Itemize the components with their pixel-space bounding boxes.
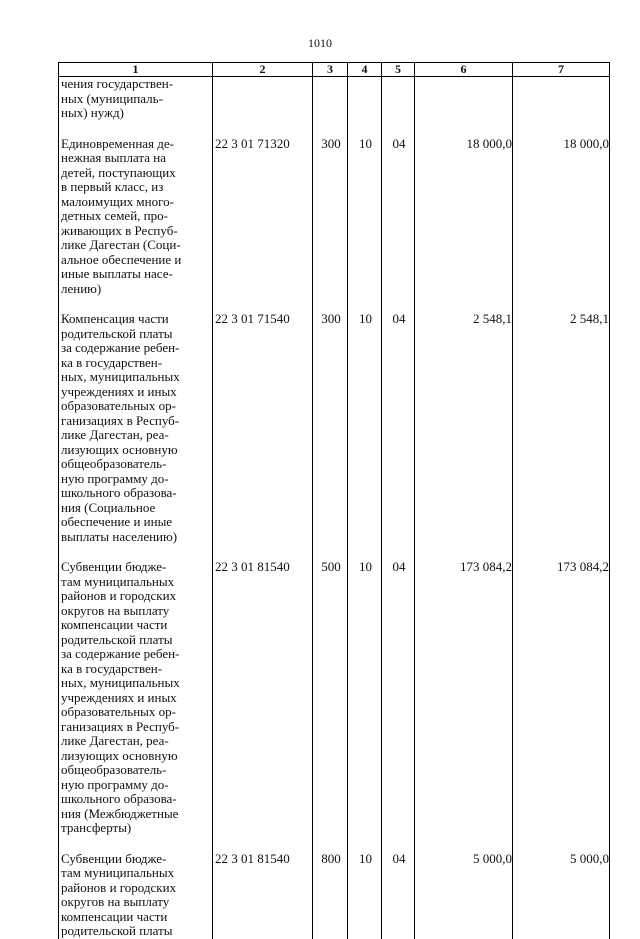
section-cell: 10 — [348, 312, 382, 560]
subsection-cell: 04 — [382, 312, 415, 560]
target-code-cell: 22 3 01 81540 — [213, 852, 313, 939]
expense-type-cell: 800 — [313, 852, 348, 939]
amount-year1-cell — [415, 77, 513, 137]
item-name-line: лизующих основную — [61, 747, 178, 763]
column-header: 5 — [382, 63, 415, 77]
column-header: 7 — [513, 63, 610, 77]
section-cell: 10 — [348, 137, 382, 313]
table-row — [59, 312, 610, 560]
item-name-line: общеобразователь- — [61, 456, 167, 471]
item-name-line: ную программу до- — [61, 470, 169, 486]
item-name-line: живающих в Респуб- — [61, 222, 178, 238]
item-name-line: выплаты населению) — [61, 528, 178, 544]
item-name-line: ния (Социальное — [61, 499, 156, 515]
amount-year2-cell: 18 000,0 — [513, 137, 610, 313]
section-cell: 10 — [348, 560, 382, 852]
column-header: 4 — [348, 63, 382, 77]
item-name-line: компенсации части — [61, 908, 168, 924]
amount-year2-cell: 2 548,1 — [513, 312, 610, 560]
amount-year1-cell: 18 000,0 — [415, 137, 513, 313]
item-name-line: обеспечение и иные — [61, 514, 173, 529]
item-name-line: Субвенции бюдже- — [61, 850, 167, 866]
item-name-line: родительской платы — [61, 631, 173, 647]
item-name-line: школьного образова- — [61, 485, 177, 500]
item-name-line: иные выплаты насе- — [61, 266, 173, 281]
amount-year1-cell: 173 084,2 — [415, 560, 513, 852]
table-body — [59, 77, 610, 939]
item-name-line: ных (муниципаль- — [61, 90, 163, 106]
item-name-line: школьного образова- — [61, 791, 177, 806]
item-name-line: за содержание ребен- — [61, 646, 180, 661]
item-name-cell — [59, 312, 213, 560]
table-header-row — [59, 63, 610, 77]
item-name-cell — [59, 77, 213, 137]
item-name-line: там муниципальных — [61, 573, 175, 589]
item-name-line: нежная выплата на — [61, 150, 167, 165]
item-name-line: лике Дагестан (Соци- — [61, 237, 181, 252]
expense-type-cell: 300 — [313, 137, 348, 313]
item-name-line: родительской платы — [61, 325, 173, 341]
page-number: 1010 — [308, 36, 332, 50]
table-row — [59, 137, 610, 313]
budget-table — [58, 62, 610, 939]
item-name-line: там муниципальных — [61, 865, 175, 880]
subsection-cell — [382, 77, 415, 137]
item-name-line: образовательных ор- — [61, 398, 176, 413]
item-name-line: за содержание ребен- — [61, 340, 180, 355]
table-row — [59, 77, 610, 137]
item-name-line: ных, муниципальных — [61, 675, 180, 690]
item-name-line: лизующих основную — [61, 441, 178, 457]
target-code-cell: 22 3 01 71320 — [213, 137, 313, 313]
target-code-cell: 22 3 01 81540 — [213, 560, 313, 852]
item-name-cell — [59, 852, 213, 939]
item-name-line: лике Дагестан, реа- — [61, 427, 169, 442]
subsection-cell: 04 — [382, 560, 415, 852]
item-name-line: детных семей, про- — [61, 208, 168, 223]
item-name-line: ную программу до- — [61, 776, 169, 792]
column-header: 6 — [415, 63, 513, 77]
item-name-line: альное обеспечение и — [61, 251, 182, 267]
item-name-line: Субвенции бюдже- — [61, 559, 167, 574]
item-name-line: ганизациях в Респуб- — [61, 718, 180, 734]
expense-type-cell: 300 — [313, 312, 348, 560]
item-name-line: чения государствен- — [61, 76, 174, 91]
item-name-line: в первый класс, из — [61, 179, 164, 194]
item-name-line: учреждениях и иных — [61, 689, 177, 705]
item-name-line: общеобразователь- — [61, 762, 167, 777]
item-name-line: ка в государствен- — [61, 660, 163, 676]
item-name-line: ных) нужд) — [61, 105, 124, 120]
subsection-cell: 04 — [382, 852, 415, 939]
column-header: 3 — [313, 63, 348, 77]
item-name-line: Единовременная де- — [61, 135, 175, 151]
section-cell: 10 — [348, 852, 382, 939]
column-header: 2 — [213, 63, 313, 77]
target-code-cell — [213, 77, 313, 137]
item-name-line: ных, муниципальных — [61, 369, 180, 384]
item-name-line: округов на выплату — [61, 894, 170, 909]
item-name-line: детей, поступающих — [61, 164, 176, 180]
amount-year2-cell: 5 000,0 — [513, 852, 610, 939]
table-row — [59, 852, 610, 939]
amount-year1-cell: 5 000,0 — [415, 852, 513, 939]
item-name-line: родительской платы — [61, 923, 173, 938]
item-name-line: лению) — [61, 280, 102, 296]
item-name-line: районов и городских — [61, 588, 177, 603]
section-cell — [348, 77, 382, 137]
item-name-line: трансферты) — [61, 820, 132, 835]
amount-year2-cell: 173 084,2 — [513, 560, 610, 852]
amount-year2-cell — [513, 77, 610, 137]
subsection-cell: 04 — [382, 137, 415, 313]
item-name-line: лике Дагестан, реа- — [61, 733, 169, 748]
expense-type-cell — [313, 77, 348, 137]
item-name-cell — [59, 137, 213, 313]
item-name-line: районов и городских — [61, 879, 177, 895]
item-name-line: компенсации части — [61, 617, 168, 632]
column-header: 1 — [59, 63, 213, 77]
item-name-line: Компенсация части — [61, 311, 169, 326]
item-name-line: ния (Межбюджетные — [61, 805, 179, 821]
item-name-line: ганизациях в Респуб- — [61, 412, 180, 428]
item-name-line: ка в государствен- — [61, 354, 163, 370]
table-row — [59, 560, 610, 852]
expense-type-cell: 500 — [313, 560, 348, 852]
amount-year1-cell: 2 548,1 — [415, 312, 513, 560]
item-name-line: округов на выплату — [61, 602, 170, 618]
item-name-line: малоимущих много- — [61, 193, 174, 209]
target-code-cell: 22 3 01 71540 — [213, 312, 313, 560]
item-name-cell — [59, 560, 213, 852]
item-name-line: образовательных ор- — [61, 704, 176, 719]
item-name-line: учреждениях и иных — [61, 383, 177, 399]
